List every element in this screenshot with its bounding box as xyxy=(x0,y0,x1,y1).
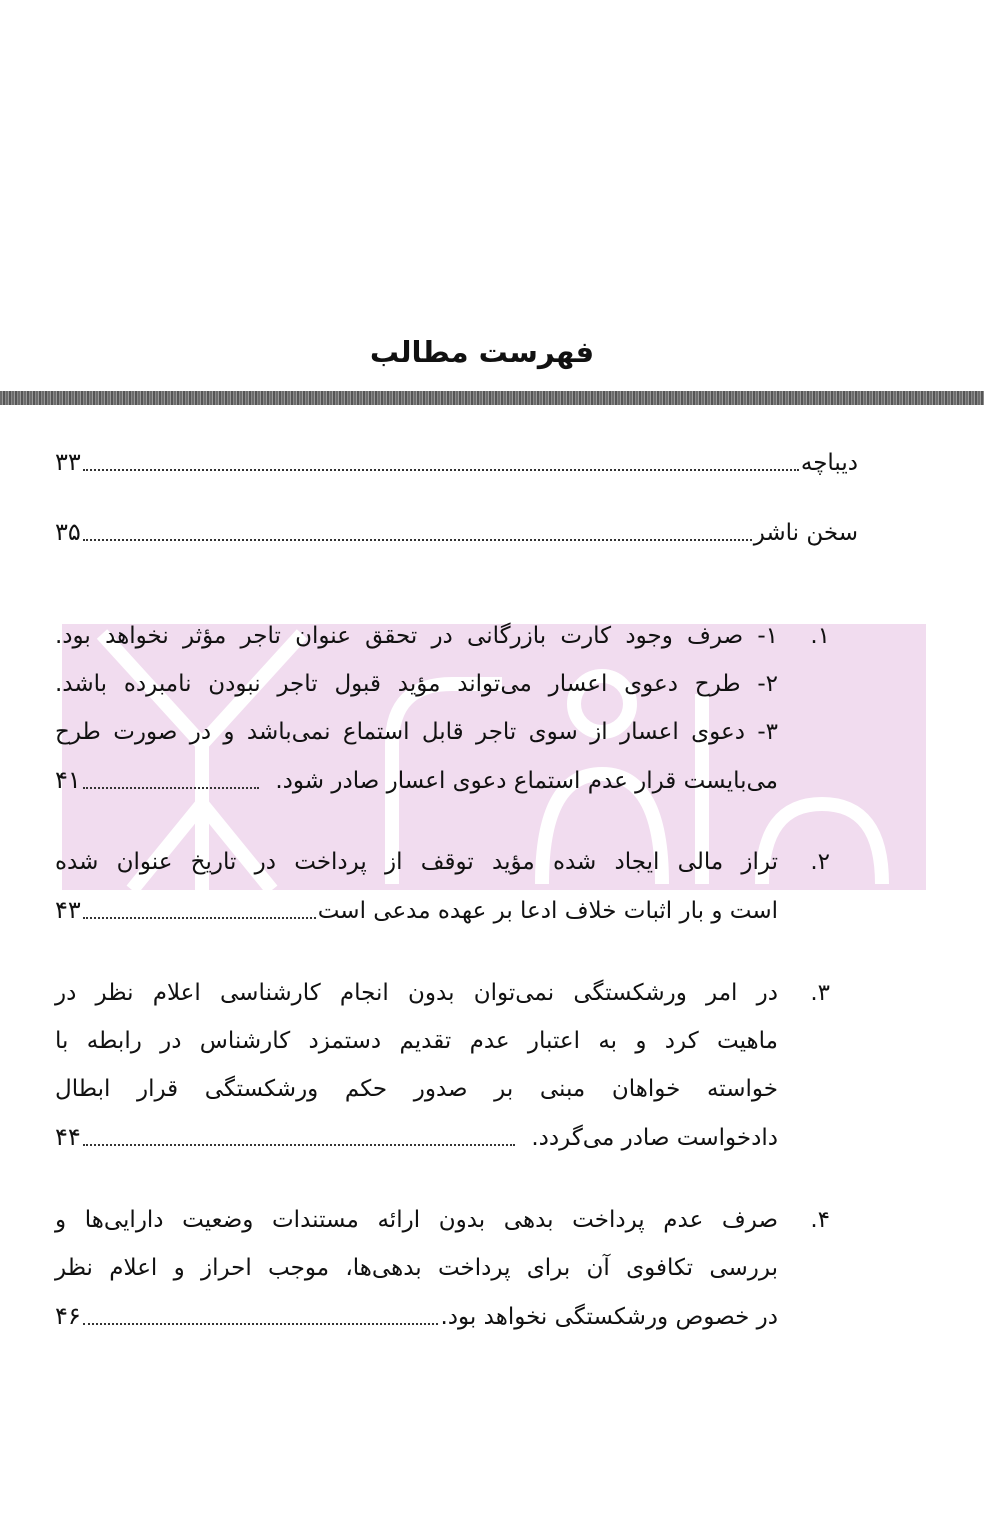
toc-item-2[interactable] xyxy=(55,886,778,934)
toc-item-4[interactable] xyxy=(55,1292,778,1340)
toc-item-line: در امر ورشکستگی نمی‌توان بدون انجام کارشناسی اعلام نظر در xyxy=(55,980,778,1006)
toc-item-line: ۱- صرف وجود کارت بازرگانی در تحقق عنوان تاجر مؤثر نخواهد بود. xyxy=(55,623,778,649)
toc-entry-page: ۳۳ xyxy=(55,448,81,476)
dot-leader xyxy=(83,1323,439,1325)
toc-item-1[interactable] xyxy=(55,756,778,804)
toc-item-line: دادخواست صادر می‌گردد. xyxy=(531,1125,778,1151)
toc-entry-publisher-note[interactable] xyxy=(55,508,858,556)
toc-item-line: خواسته خواهان مبنی بر صدور حکم ورشکستگی قرار ابطال xyxy=(55,1076,778,1102)
toc-item-line: در خصوص ورشکستگی نخواهد بود. xyxy=(440,1304,778,1330)
toc-entry-preface[interactable] xyxy=(55,438,858,486)
dot-leader xyxy=(83,1144,516,1146)
toc-item-line: ۳- دعوی اعسار از سوی تاجر قابل استماع نمی‌باشد و در صورت طرح xyxy=(55,719,778,745)
toc-entry-page: ۴۴ xyxy=(55,1123,81,1151)
toc-item-line: بررسی تکافوی آن برای پرداخت بدهی‌ها، موجب احراز و اعلام نظر xyxy=(55,1255,778,1281)
item-number: ۳. xyxy=(810,980,830,1006)
dot-leader xyxy=(83,539,752,541)
toc-item-line: است و بار اثبات خلاف ادعا بر عهده مدعی است xyxy=(317,898,778,924)
toc-entry-page: ۴۱ xyxy=(55,766,81,794)
toc-entry-label: دیباچه xyxy=(800,450,858,476)
dot-leader xyxy=(83,469,799,471)
dot-leader xyxy=(83,917,316,919)
toc-item-line: تراز مالی ایجاد شده مؤید توقف از پرداخت در تاریخ عنوان شده xyxy=(55,849,778,875)
title-rule xyxy=(0,391,984,405)
item-number: ۲. xyxy=(810,849,830,875)
toc-entry-label: سخن ناشر xyxy=(753,520,858,546)
dot-leader xyxy=(83,787,260,789)
toc-item-line: ۲- طرح دعوی اعسار می‌تواند مؤید قبول تاجر نبودن نامبرده باشد. xyxy=(55,671,778,697)
toc-entry-page: ۴۳ xyxy=(55,896,81,924)
toc-entry-page: ۴۶ xyxy=(55,1302,81,1330)
item-number: ۴. xyxy=(810,1207,830,1233)
toc-item-line: می‌بایست قرار عدم استماع دعوی اعسار صادر شود. xyxy=(275,768,778,794)
toc-item-line: صرف عدم پرداخت بدهی بدون ارائه مستندات وضعیت دارایی‌ها و xyxy=(55,1207,778,1233)
item-number: ۱. xyxy=(810,623,830,649)
page-title: فهرست مطالب xyxy=(369,335,595,369)
toc-entry-page: ۳۵ xyxy=(55,518,81,546)
toc-item-line: ماهیت کرد و به اعتبار عدم تقدیم دستمزد کارشناس در رابطه با xyxy=(55,1028,778,1054)
toc-item-3[interactable] xyxy=(55,1113,778,1161)
